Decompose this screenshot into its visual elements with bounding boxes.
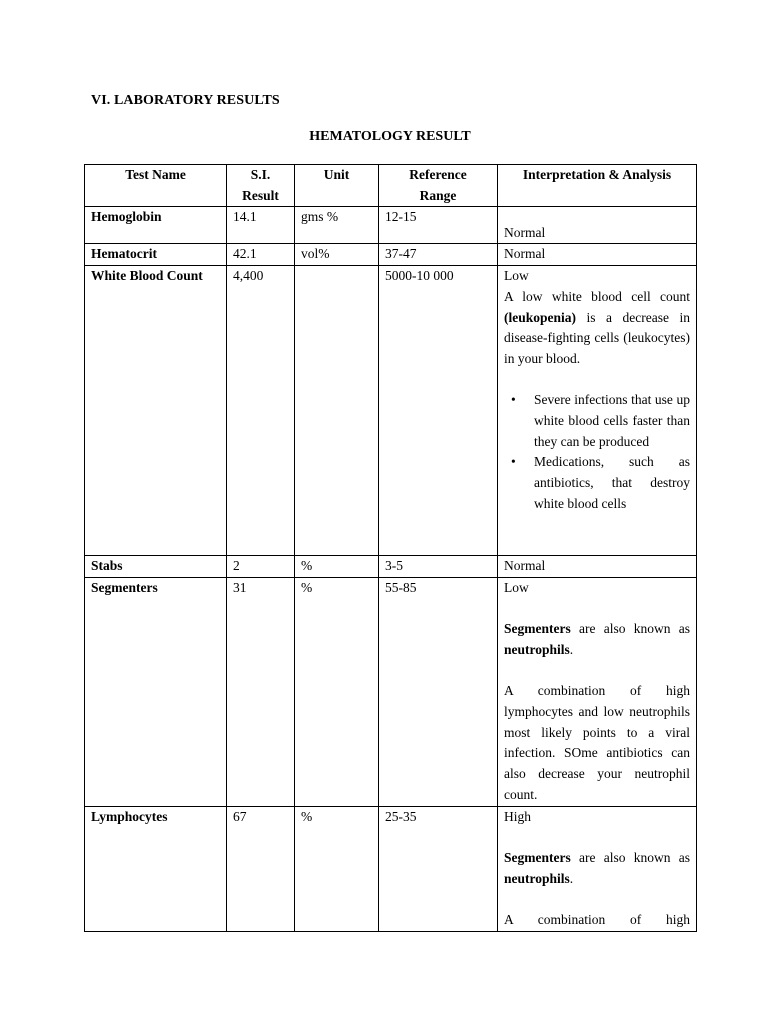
cell-test-name: Hematocrit [85,244,227,266]
col-interpretation: Interpretation & Analysis [498,165,697,207]
col-si-result [227,165,295,207]
cell-interpretation: Normal [498,244,697,266]
cell-result: 2 [227,556,295,578]
cell-test-name: Segmenters [85,577,227,806]
list-item [504,452,690,514]
cell-unit: gms % [295,207,379,244]
interp-explanation [504,287,690,370]
explain-text: is a decrease in disease-fighting cells (leukocytes) in your blood. [504,309,690,366]
aka-term: Segmenters [504,849,571,865]
cell-result: 67 [227,806,295,931]
list-item-text: Severe infections that use up white blood cells faster than they can be produced [534,392,690,449]
cell-test-name: Lymphocytes [85,806,227,931]
interp-aka [504,619,690,660]
interp-combination: A combination of high lymphocytes and low neutrophils most likely points to a viral infection. SOme antibiotics can also decrease your neutrophil count. [504,683,690,802]
cell-test-name: White Blood Count [85,266,227,556]
cell-interpretation: Normal [498,556,697,578]
table-row-stabs [85,556,697,578]
cell-interpretation: Normal [498,207,697,244]
table-row-lymphocytes [85,806,697,931]
cell-unit: % [295,806,379,931]
cell-range: 25-35 [379,806,498,931]
table-header-row [85,165,697,207]
cell-result: 31 [227,577,295,806]
interp-status: High [504,808,531,824]
cell-range: 3-5 [379,556,498,578]
cell-unit [295,266,379,556]
cell-result: 42.1 [227,244,295,266]
cell-interpretation [498,806,697,931]
cell-range: 5000-10 000 [379,266,498,556]
col-reference-line1: Reference [409,167,467,182]
list-item [504,390,690,452]
cell-unit: vol% [295,244,379,266]
cell-unit: % [295,556,379,578]
table-row-segmenters [85,577,697,806]
aka-term: neutrophils [504,870,570,886]
table-heading: HEMATOLOGY RESULT [309,129,471,144]
cell-interpretation [498,266,697,556]
cause-list [504,390,690,514]
col-test-name: Test Name [85,165,227,207]
col-si-result-line1: S.I. [250,167,271,182]
aka-term: neutrophils [504,641,570,657]
table-row-wbc [85,266,697,556]
cell-range: 55-85 [379,577,498,806]
table-row-hematocrit [85,244,697,266]
cell-unit: % [295,577,379,806]
interp-aka [504,848,690,889]
bullet-icon: • [511,454,516,470]
col-reference-range [379,165,498,207]
aka-text: are also known as [570,849,690,865]
table-row-hemoglobin [85,207,697,244]
col-si-result-line2: Result [242,187,279,203]
col-reference-line2: Range [419,187,457,203]
section-heading: VI. LABORATORY RESULTS [91,93,280,108]
explain-term: (leukopenia) [504,309,577,325]
cell-test-name: Hemoglobin [85,207,227,244]
list-item-text: Medications, such as antibiotics, that destroy white blood cells [534,454,690,511]
bullet-icon: • [511,392,516,408]
cell-result: 14.1 [227,207,295,244]
hematology-table [84,164,697,932]
interp-status: Low [504,579,529,595]
cell-test-name: Stabs [85,556,227,578]
explain-text: A low white blood cell count [504,288,690,304]
aka-term: Segmenters [504,621,571,637]
cell-interpretation [498,577,697,806]
col-unit: Unit [295,165,379,207]
cell-range: 12-15 [379,207,498,244]
cell-result: 4,400 [227,266,295,556]
interp-status: Low [504,268,529,284]
aka-text: . [569,870,574,886]
aka-text: are also known as [570,621,690,637]
aka-text: . [569,641,574,657]
cell-range: 37-47 [379,244,498,266]
interp-combination: A combination of high [504,912,690,927]
